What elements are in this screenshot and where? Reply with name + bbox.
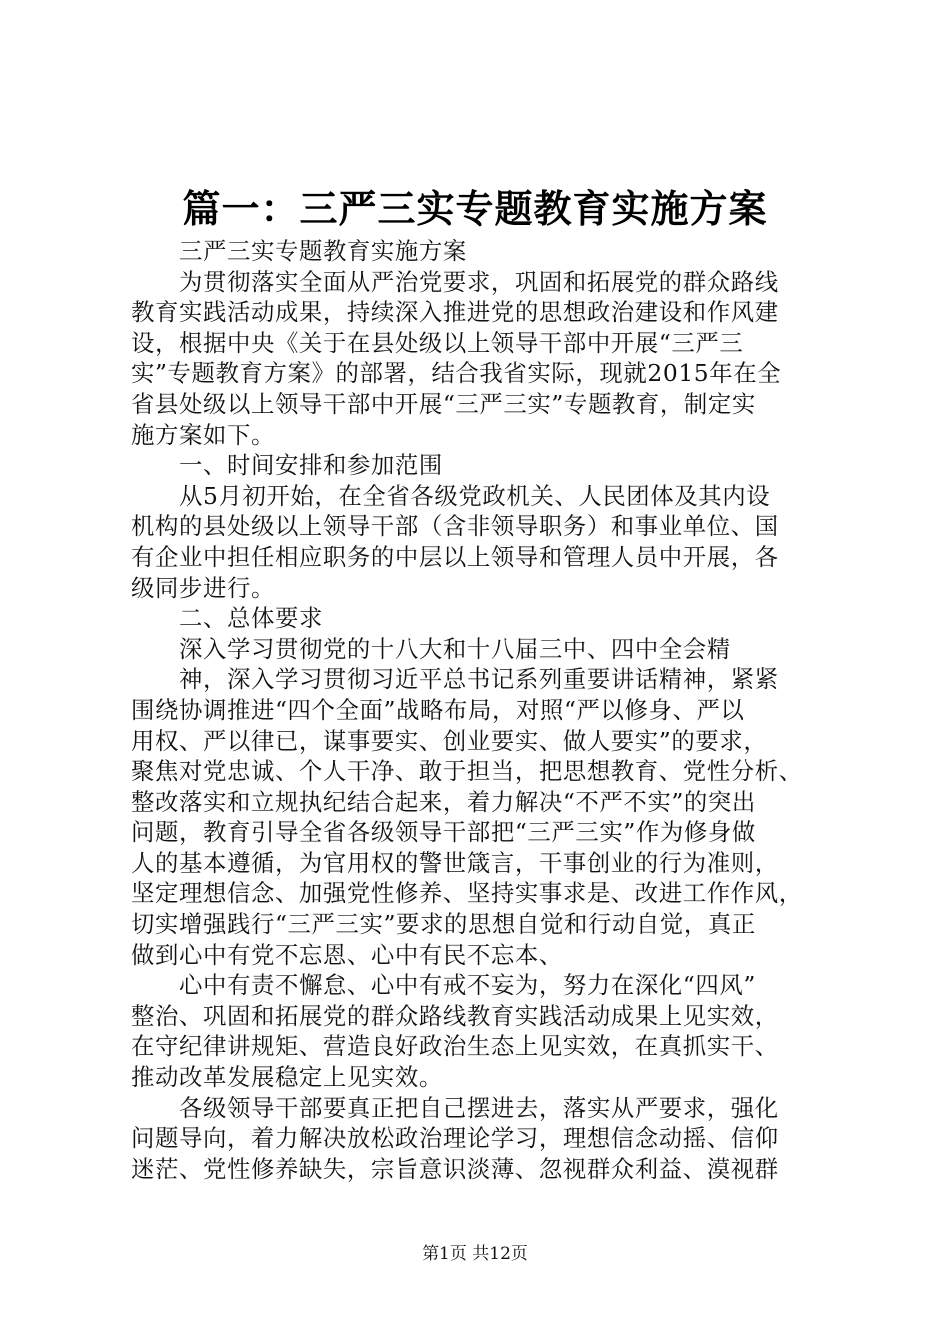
section-heading: 二、总体要求 [179,604,323,633]
paragraph-line: 神，深入学习贯彻习近平总书记系列重要讲话精神，紧紧 [179,665,779,694]
paragraph-line: 深入学习贯彻党的十八大和十八届三中、四中全会精 [179,634,731,663]
paragraph-line: 推动改革发展稳定上见实效。 [131,1063,443,1092]
document-body [131,236,831,1184]
paragraph-line: 教育实践活动成果，持续深入推进党的思想政治建设和作风建 [131,298,779,327]
paragraph-line: 实”专题教育方案》的部署，结合我省实际，现就2015年在全 [131,359,782,388]
paragraph-line: 级同步进行。 [131,573,275,602]
paragraph-line: 从5月初开始，在全省各级党政机关、人民团体及其内设 [179,481,771,510]
section-heading: 一、时间安排和参加范围 [179,451,443,480]
paragraph-line: 切实增强践行“三严三实”要求的思想自觉和行动自觉，真正 [131,910,756,939]
document-title: 篇一：三严三实专题教育实施方案 [182,186,768,231]
paragraph-line: 施方案如下。 [131,420,275,449]
paragraph-line: 做到心中有党不忘恩、心中有民不忘本、 [131,940,563,969]
paragraph-line: 聚焦对党忠诚、个人干净、敢于担当，把思想教育、党性分析、 [131,757,803,786]
paragraph-line: 心中有责不懈怠、心中有戒不妄为，努力在深化“四风” [179,971,756,1000]
paragraph-line: 围绕协调推进“四个全面”战略布局，对照“严以修身、严以 [131,695,745,724]
paragraph-line: 设，根据中央《关于在县处级以上领导干部中开展“三严三 [131,328,744,357]
paragraph-line: 问题导向，着力解决放松政治理论学习，理想信念动摇、信仰 [131,1124,779,1153]
paragraph-line: 三严三实专题教育实施方案 [179,237,467,265]
paragraph-line: 机构的县处级以上领导干部（含非领导职务）和事业单位、国 [131,512,779,541]
paragraph-line: 整改落实和立规执纪结合起来，着力解决“不严不实”的突出 [131,787,756,816]
paragraph-line: 各级领导干部要真正把自己摆进去，落实从严要求，强化 [179,1093,779,1122]
paragraph-line: 为贯彻落实全面从严治党要求，巩固和拓展党的群众路线 [179,267,779,296]
paragraph-line: 整治、巩固和拓展党的群众路线教育实践活动成果上见实效， [131,1001,779,1030]
paragraph-line: 问题，教育引导全省各级领导干部把“三严三实”作为修身做 [131,818,756,847]
paragraph-line: 有企业中担任相应职务的中层以上领导和管理人员中开展，各 [131,542,779,571]
page-footer: 第1页 共12页 [422,1244,528,1264]
paragraph-line: 坚定理想信念、加强党性修养、坚持实事求是、改进工作作风， [131,879,803,908]
paragraph-line: 在守纪律讲规矩、营造良好政治生态上见实效，在真抓实干、 [131,1032,779,1061]
paragraph-line: 省县处级以上领导干部中开展“三严三实”专题教育，制定实 [131,389,756,418]
paragraph-line: 迷茫、党性修养缺失，宗旨意识淡薄、忽视群众利益、漠视群 [131,1154,779,1183]
paragraph-line: 用权、严以律已，谋事要实、创业要实、做人要实”的要求， [131,726,768,755]
paragraph-line: 人的基本遵循，为官用权的警世箴言，干事创业的行为准则， [131,848,779,877]
